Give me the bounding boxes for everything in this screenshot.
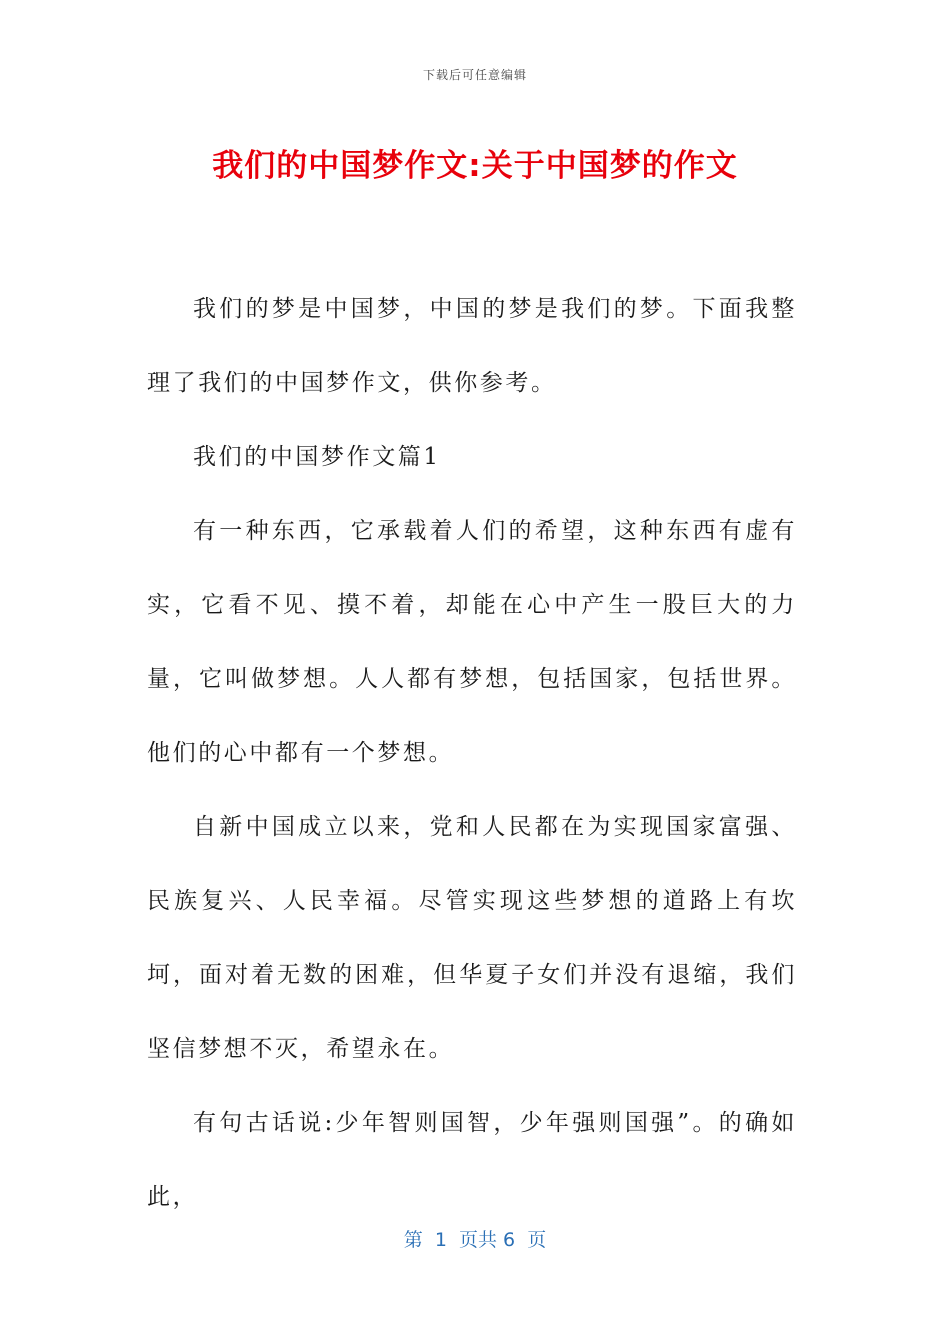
page-number-footer: 第 1 页共 6 页: [403, 1229, 547, 1251]
header-note: 下载后可任意编辑: [422, 68, 527, 82]
paragraph: 有句古话说:少年智则国智，少年强则国强”。的确如此，: [147, 1110, 797, 1210]
paragraph: 有一种东西，它承载着人们的希望，这种东西有虚有实，它看不见、摸不着，却能在心中产生一股巨大的力量，它叫做梦想。人人都有梦想，包括国家，包括世界。他们的心中都有一个梦想。: [147, 518, 797, 766]
document-title: 我们的中国梦作文:关于中国梦的作文: [212, 148, 738, 184]
document-body: [147, 272, 797, 1234]
section-heading: 我们的中国梦作文篇1: [193, 444, 441, 470]
paragraph-intro: 我们的梦是中国梦，中国的梦是我们的梦。下面我整理了我们的中国梦作文，供你参考。: [147, 296, 797, 396]
paragraph: 自新中国成立以来，党和人民都在为实现国家富强、民族复兴、人民幸福。尽管实现这些梦想的道路上有坎坷，面对着无数的困难，但华夏子女们并没有退缩，我们坚信梦想不灭，希望永在。: [147, 814, 797, 1062]
